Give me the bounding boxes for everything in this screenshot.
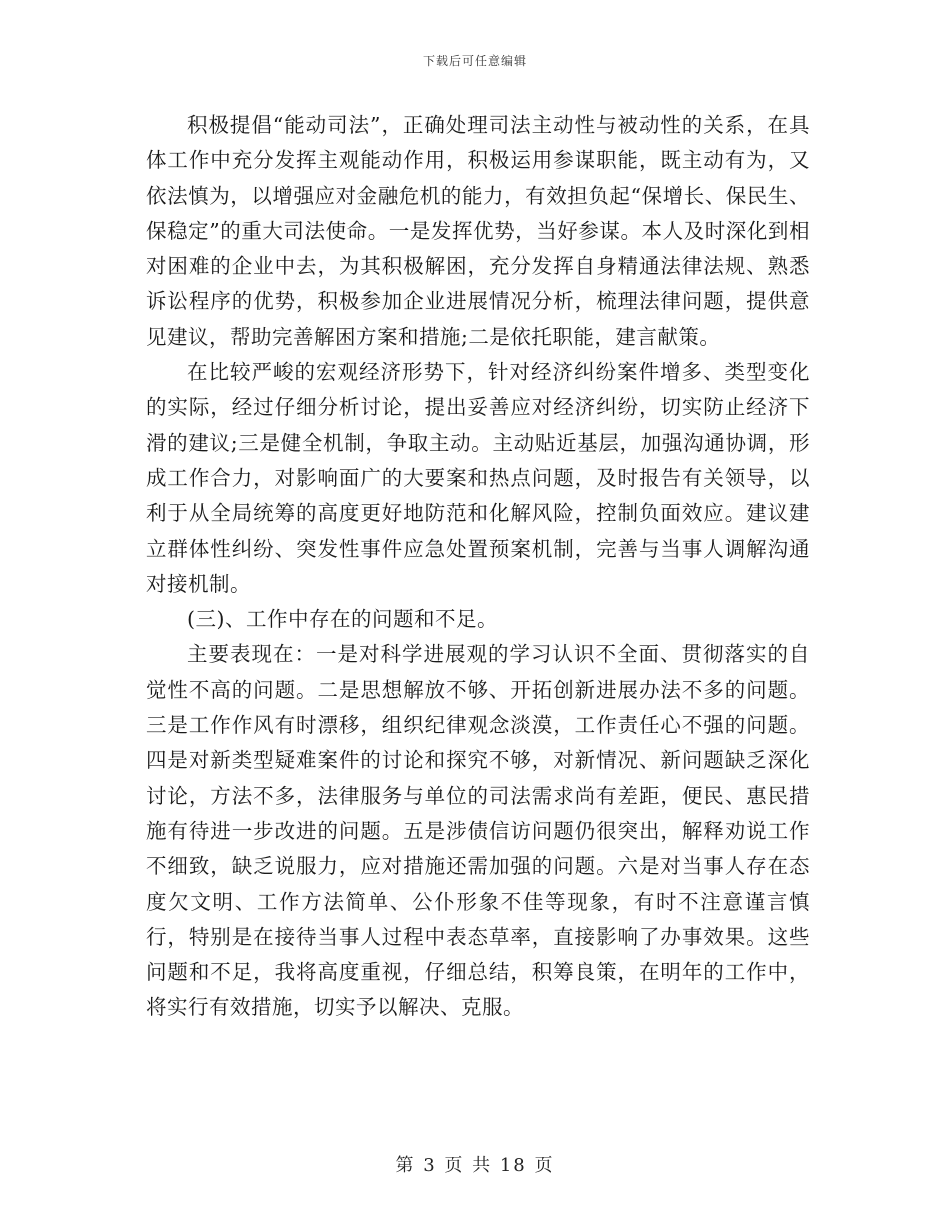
paragraph-1: 积极提倡“能动司法”，正确处理司法主动性与被动性的关系，在具体工作中充分发挥主观能动作用，积极运用参谋职能，既主动有为，又依法慎为，以增强应对金融危机的能力，有效担负起“保增长、保民生、保稳定”的重大司法使命。一是发挥优势，当好参谋。本人及时深化到相对困难的企业中去，为其积极解困，充分发挥自身精通法律法规、熟悉诉讼程序的优势，积极参加企业进展情况分析，梳理法律问题，提供意见建议，帮助完善解困方案和措施;二是依托职能，建言献策。 (146, 113, 810, 349)
paragraph-3: 主要表现在：一是对科学进展观的学习认识不全面、贯彻落实的自觉性不高的问题。二是思想解放不够、开拓创新进展办法不多的问题。三是工作作风有时漂移，组织纪律观念淡漠，工作责任心不强的问题。四是对新类型疑难案件的讨论和探究不够，对新情况、新问题缺乏深化讨论，方法不多，法律服务与单位的司法需求尚有差距，便民、惠民措施有待进一步改进的问题。五是涉债信访问题仍很突出，解释劝说工作不细致，缺乏说服力，应对措施还需加强的问题。六是对当事人存在态度欠文明、工作方法简单、公仆形象不佳等现象，有时不注意谨言慎行，特别是在接待当事人过程中表态草率，直接影响了办事效果。这些问题和不足，我将高度重视，仔细总结，积筹良策，在明年的工作中，将实行有效措施，切实予以解决、克服。 (146, 642, 810, 1020)
section-heading: (三)、工作中存在的问题和不足。 (187, 607, 498, 632)
document-body (146, 108, 810, 1026)
page-number-footer: 第 3 页 共 18 页 (395, 1155, 555, 1176)
page-header: 下载后可任意编辑 (422, 54, 527, 68)
paragraph-2: 在比较严峻的宏观经济形势下，针对经济纠纷案件增多、类型变化的实际，经过仔细分析讨论，提出妥善应对经济纠纷，切实防止经济下滑的建议;三是健全机制，争取主动。主动贴近基层，加强沟通协调，形成工作合力，对影响面广的大要案和热点问题，及时报告有关领导，以利于从全局统筹的高度更好地防范和化解风险，控制负面效应。建议建立群体性纠纷、突发性事件应急处置预案机制，完善与当事人调解沟通对接机制。 (146, 360, 810, 596)
